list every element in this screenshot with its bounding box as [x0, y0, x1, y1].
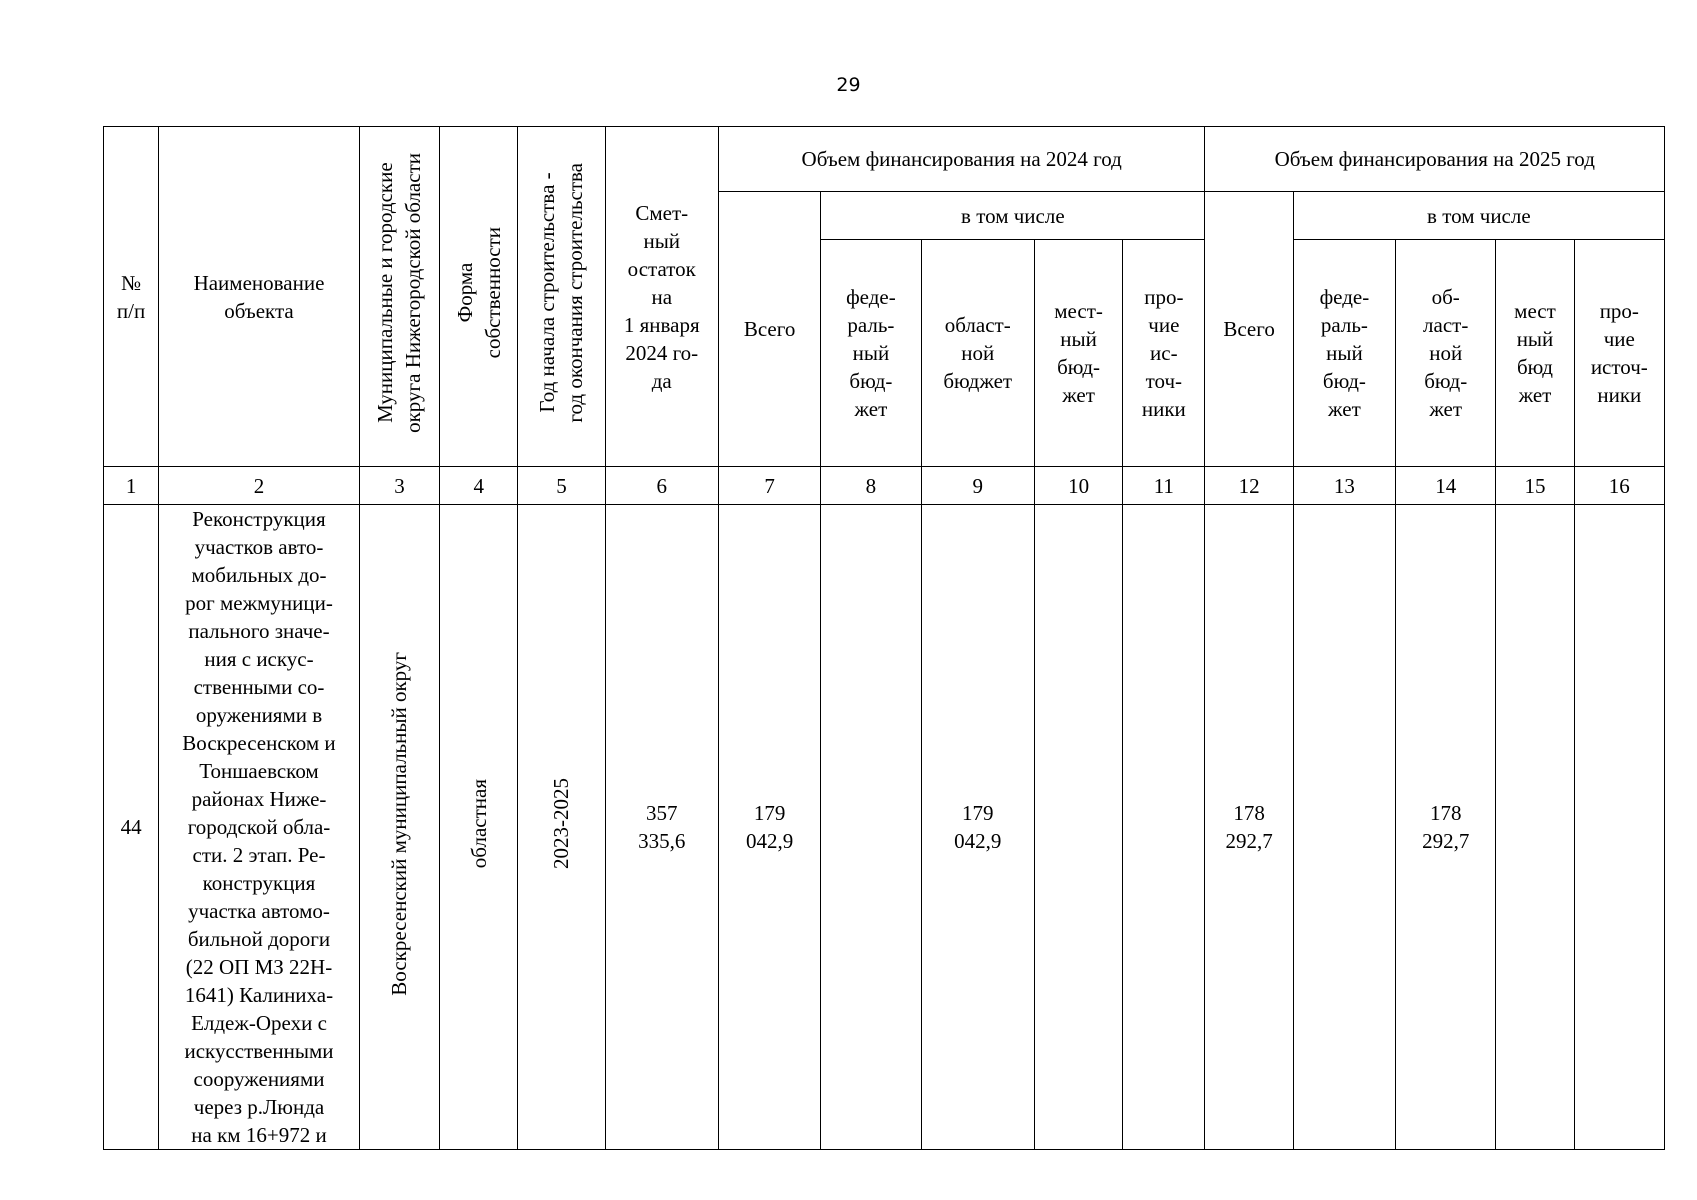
- header-local-2025: мест ный бюд жет: [1496, 240, 1574, 467]
- header-years: [518, 127, 605, 467]
- column-number: 13: [1293, 467, 1395, 505]
- header-group-2025: Объем финансирования на 2025 год: [1205, 127, 1665, 192]
- local-2024: [1034, 505, 1122, 1150]
- table-row: [104, 505, 1665, 1150]
- header-local-2024: мест- ный бюд- жет: [1034, 240, 1122, 467]
- column-number: 9: [921, 467, 1034, 505]
- other-2024: [1123, 505, 1205, 1150]
- column-number: 12: [1205, 467, 1293, 505]
- header-row-1: [104, 127, 1665, 192]
- header-federal-2024: феде- раль- ный бюд- жет: [821, 240, 921, 467]
- header-other-2025: про- чие источ- ники: [1574, 240, 1664, 467]
- column-number: 1: [104, 467, 159, 505]
- header-group-2024: Объем финансирования на 2024 год: [718, 127, 1205, 192]
- header-other-2024: про- чие ис- точ- ники: [1123, 240, 1205, 467]
- column-number: 5: [518, 467, 605, 505]
- header-municipal-text: Муниципальные и городские округа Нижегородской области: [373, 153, 426, 433]
- federal-2025: [1293, 505, 1395, 1150]
- total-2025: 178 292,7: [1205, 505, 1293, 1150]
- local-2025: [1496, 505, 1574, 1150]
- column-number-row: [104, 467, 1665, 505]
- header-regional-2025: об- ласт- ной бюд- жет: [1396, 240, 1496, 467]
- header-municipal: [359, 127, 439, 467]
- page-number: 29: [836, 74, 861, 96]
- column-number: 14: [1396, 467, 1496, 505]
- other-2025: [1574, 505, 1664, 1150]
- column-number: 6: [605, 467, 718, 505]
- column-number: 11: [1123, 467, 1205, 505]
- header-total-2025: Всего: [1205, 192, 1293, 467]
- column-number: 2: [159, 467, 360, 505]
- column-number: 10: [1034, 467, 1122, 505]
- regional-2025: 178 292,7: [1396, 505, 1496, 1150]
- financing-table: [103, 126, 1665, 1150]
- column-number: 7: [718, 467, 820, 505]
- construction-years-text: 2023-2025: [549, 778, 574, 869]
- ownership-form: [440, 505, 518, 1150]
- column-number: 4: [440, 467, 518, 505]
- header-total-2024: Всего: [718, 192, 820, 467]
- header-ownership-text: Форма собственности: [452, 227, 505, 359]
- estimated-balance: 357 335,6: [605, 505, 718, 1150]
- row-number: 44: [104, 505, 159, 1150]
- header-years-text: Год начала строительства - год окончания строительства: [535, 163, 588, 423]
- header-balance: Смет- ный остаток на 1 января 2024 го- да: [605, 127, 718, 467]
- municipal-district-text: Воскресенский муниципальный округ: [387, 651, 412, 996]
- municipal-district: [359, 505, 439, 1150]
- construction-years: [518, 505, 605, 1150]
- total-2024: 179 042,9: [718, 505, 820, 1150]
- header-num: № п/п: [104, 127, 159, 467]
- header-regional-2024: област- ной бюджет: [921, 240, 1034, 467]
- federal-2024: [821, 505, 921, 1150]
- column-number: 15: [1496, 467, 1574, 505]
- column-number: 3: [359, 467, 439, 505]
- header-federal-2025: феде- раль- ный бюд- жет: [1293, 240, 1395, 467]
- ownership-form-text: областная: [466, 778, 491, 869]
- column-number: 16: [1574, 467, 1664, 505]
- object-name: Реконструкция участков авто- мобильных до- рог межмуници- пального значе- ния с искус- ственными со- оружениями в Воскресенском и Тоншаевском районах Ниже- городской обла- сти. 2 этап. Ре- конструкция участка автомо- бильной дороги (22 ОП МЗ 22Н- 1641) Калиниха- Елдеж-Орехи с искусственными сооружениями через р.Люнда на км 16+972 и: [159, 505, 360, 1150]
- header-incl-2024: в том числе: [821, 192, 1205, 240]
- header-incl-2025: в том числе: [1293, 192, 1664, 240]
- column-number: 8: [821, 467, 921, 505]
- header-ownership: [440, 127, 518, 467]
- header-name: Наименование объекта: [159, 127, 360, 467]
- regional-2024: 179 042,9: [921, 505, 1034, 1150]
